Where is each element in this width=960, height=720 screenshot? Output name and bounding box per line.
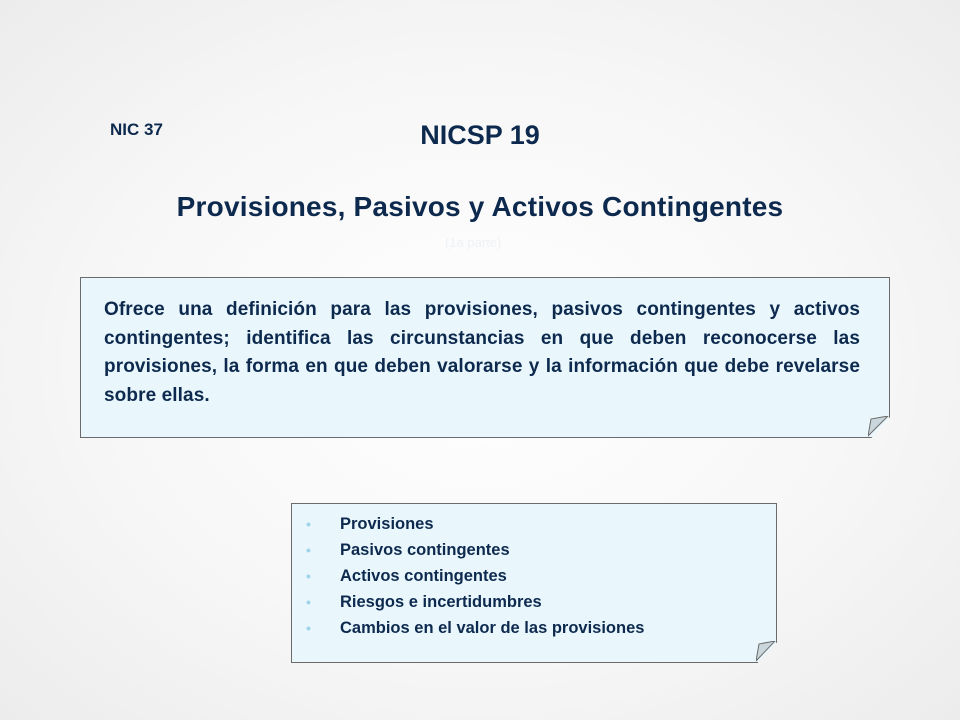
bullet-icon: • — [306, 542, 311, 558]
list-item — [306, 589, 644, 615]
topic-label: Cambios en el valor de las provisiones — [340, 619, 645, 637]
bullet-icon: • — [306, 594, 311, 610]
topics-list — [306, 511, 644, 641]
page-title: Provisiones, Pasivos y Activos Contingentes — [176, 191, 784, 222]
faint-subtitle: (1a parte) — [445, 235, 502, 250]
note-folded-corner — [756, 641, 776, 662]
topic-label: Activos contingentes — [340, 567, 507, 585]
note-folded-corner — [868, 416, 889, 437]
description-text: Ofrece una definición para las provisiones, pasivos contingentes y activos contingentes; identifica las circunstancias en que deben reconocerse las provisiones, la forma en que deben valorarse y la información que debe revelarse sobre ellas. — [104, 299, 860, 406]
bullet-icon: • — [306, 516, 311, 532]
list-item — [306, 537, 644, 563]
list-item — [306, 615, 644, 641]
topic-label: Provisiones — [340, 515, 434, 533]
topic-label: Pasivos contingentes — [340, 541, 510, 559]
reference-standard: NIC 37 — [110, 120, 163, 139]
list-item — [306, 511, 644, 537]
bullet-icon: • — [306, 568, 311, 584]
standard-heading: NICSP 19 — [420, 120, 540, 150]
bullet-icon: • — [306, 620, 311, 636]
topic-label: Riesgos e incertidumbres — [340, 593, 542, 611]
list-item — [306, 563, 644, 589]
